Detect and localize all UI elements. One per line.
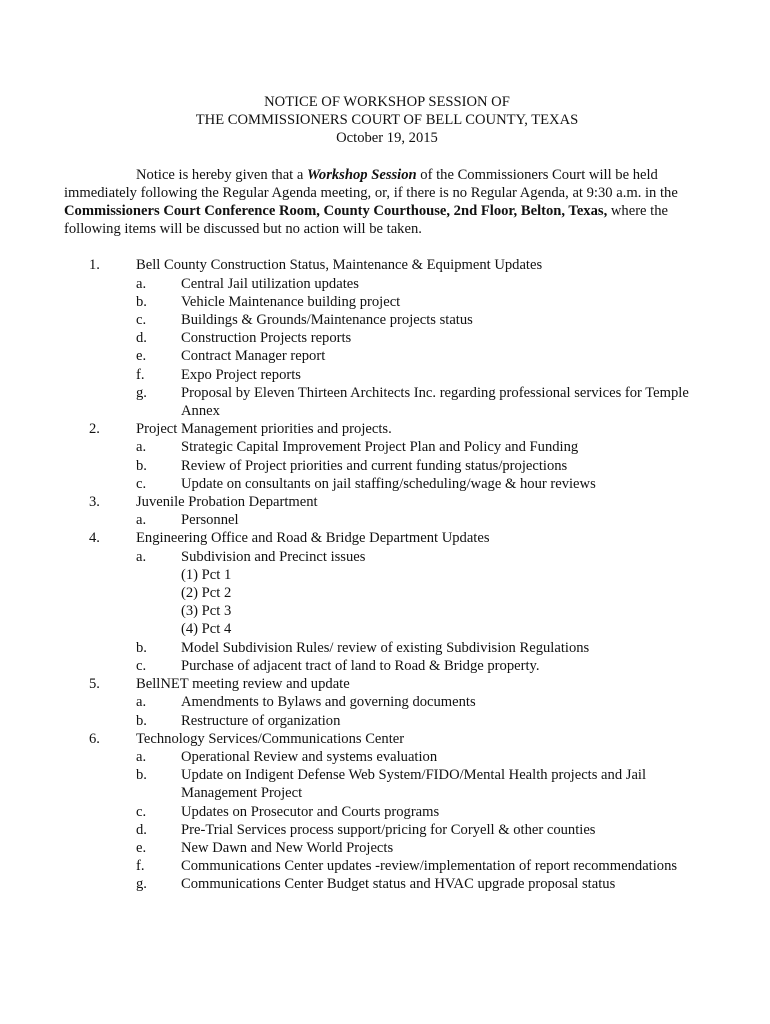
agenda-subitem	[136, 329, 710, 347]
agenda-subitem-letter: c.	[136, 657, 147, 674]
agenda-subitem-list	[136, 438, 710, 493]
notice-text-2: of the Commissioners Court will be held immediately following the Regular Agenda meeting, or, if there is no Regular Agenda, at 9:30 a.m. in the	[64, 166, 678, 201]
agenda-subitem	[136, 475, 710, 493]
agenda-subitem-list	[136, 748, 710, 894]
agenda-subitem	[136, 875, 710, 893]
agenda-subitem-text: Contract Manager report	[181, 348, 326, 365]
agenda-item	[64, 256, 710, 420]
agenda-item-title: Technology Services/Communications Center	[136, 730, 405, 747]
agenda-subitem-letter: e.	[136, 348, 147, 365]
agenda-item-title: Project Management priorities and projects.	[136, 421, 392, 438]
agenda-subitem-text: Updates on Prosecutor and Courts programs	[181, 803, 440, 820]
agenda-subitem-letter: b.	[136, 712, 147, 729]
agenda-subitem-letter: g.	[136, 876, 147, 893]
agenda-subitem	[136, 657, 710, 675]
agenda-item-title: Engineering Office and Road & Bridge Department Updates	[136, 530, 490, 547]
agenda-subitem-letter: b.	[136, 639, 147, 656]
agenda-subitem-letter: f.	[136, 366, 145, 383]
agenda-subitem-letter: c.	[136, 312, 147, 329]
agenda-subitem-text: New Dawn and New World Projects	[181, 839, 394, 856]
agenda-subitem-text: Pre-Trial Services process support/pricing for Coryell & other counties	[181, 821, 596, 838]
agenda-item-title: Juvenile Probation Department	[136, 494, 318, 511]
agenda-item	[64, 493, 710, 529]
agenda-subitem-text: Update on consultants on jail staffing/scheduling/wage & hour reviews	[181, 475, 596, 492]
agenda-subitem-text: Construction Projects reports	[181, 330, 352, 347]
agenda-subitem	[136, 347, 710, 365]
agenda-subitem-text: Strategic Capital Improvement Project Plan and Policy and Funding	[181, 439, 579, 456]
agenda-subitem	[136, 821, 710, 839]
agenda-subitem-text: Subdivision and Precinct issues	[181, 548, 366, 565]
agenda-subitem	[136, 275, 710, 293]
agenda-item	[64, 675, 710, 730]
agenda-subitem	[136, 693, 710, 711]
agenda-subitem-letter: b.	[136, 767, 147, 784]
notice-text-1: Notice is hereby given that a	[136, 166, 308, 183]
agenda-subitem-letter: a.	[136, 275, 147, 292]
agenda-subitem-letter: a.	[136, 694, 147, 711]
agenda-item	[64, 420, 710, 493]
precinct-list	[181, 566, 710, 639]
agenda-item-number: 6.	[89, 730, 100, 747]
notice-workshop-session: Workshop Session	[307, 166, 417, 183]
agenda-subitem	[136, 384, 710, 420]
agenda-subitem-letter: a.	[136, 748, 147, 765]
notice-paragraph	[64, 166, 710, 239]
agenda-subitem-list	[136, 275, 710, 421]
agenda-item-number: 3.	[89, 494, 100, 511]
agenda-subitem	[136, 511, 710, 529]
agenda-subitem	[136, 839, 710, 857]
agenda-subitem-text: Amendments to Bylaws and governing documents	[181, 694, 476, 711]
agenda-subitem-letter: e.	[136, 839, 147, 856]
agenda-item-number: 5.	[89, 676, 100, 693]
agenda-subitem-letter: a.	[136, 512, 147, 529]
agenda-subitem-letter: d.	[136, 821, 147, 838]
agenda-subitem-list	[136, 693, 710, 729]
agenda-subitem-letter: f.	[136, 858, 145, 875]
agenda-subitem	[136, 639, 710, 657]
agenda-subitem-letter: d.	[136, 330, 147, 347]
agenda-subitem-text: Buildings & Grounds/Maintenance projects status	[181, 312, 473, 329]
precinct-item: (3) Pct 3	[181, 603, 232, 620]
precinct-item: (4) Pct 4	[181, 621, 232, 638]
agenda-subitem	[136, 548, 710, 639]
agenda-subitem	[136, 438, 710, 456]
agenda-subitem	[136, 857, 710, 875]
agenda-item-title: BellNET meeting review and update	[136, 676, 350, 693]
agenda-subitem	[136, 293, 710, 311]
agenda-item	[64, 730, 710, 894]
notice-text-3: where the following items will be discussed but no action will be taken.	[64, 203, 669, 238]
agenda-subitem-text: Operational Review and systems evaluation	[181, 748, 438, 765]
agenda-subitem-text: Expo Project reports	[181, 366, 301, 383]
header-title-line-1: NOTICE OF WORKSHOP SESSION OF	[264, 94, 510, 110]
agenda-subitem-text: Vehicle Maintenance building project	[181, 293, 401, 310]
agenda-subitem	[136, 748, 710, 766]
agenda-subitem-text: Personnel	[181, 512, 239, 529]
agenda-subitem	[136, 766, 710, 802]
agenda-subitem-text: Update on Indigent Defense Web System/FIDO/Mental Health projects and Jail Management Project	[181, 767, 647, 802]
agenda-subitem	[136, 311, 710, 329]
agenda-subitem-letter: c.	[136, 803, 147, 820]
agenda-subitem-text: Restructure of organization	[181, 712, 341, 729]
agenda-subitem	[136, 803, 710, 821]
agenda-subitem-letter: b.	[136, 457, 147, 474]
agenda-subitem-text: Purchase of adjacent tract of land to Road & Bridge property.	[181, 657, 540, 674]
agenda-subitem-text: Proposal by Eleven Thirteen Architects Inc. regarding professional services for Temple Annex	[181, 384, 689, 420]
agenda-subitem-text: Review of Project priorities and current funding status/projections	[181, 457, 568, 474]
agenda-subitem-list	[136, 511, 710, 529]
agenda-item-number: 2.	[89, 421, 100, 438]
agenda-item-number: 4.	[89, 530, 100, 547]
agenda-subitem	[136, 712, 710, 730]
header-title-line-2: THE COMMISSIONERS COURT OF BELL COUNTY, TEXAS	[195, 112, 579, 129]
agenda-subitem-text: Communications Center updates -review/implementation of report recommendations	[181, 858, 678, 875]
agenda-subitem-letter: b.	[136, 293, 147, 310]
document-header	[64, 93, 710, 148]
agenda-subitem-text: Communications Center Budget status and HVAC upgrade proposal status	[181, 876, 616, 893]
agenda-subitem	[136, 366, 710, 384]
agenda-list	[64, 256, 710, 893]
agenda-subitem-text: Central Jail utilization updates	[181, 275, 359, 292]
header-date: October 19, 2015	[336, 130, 438, 147]
agenda-subitem-letter: a.	[136, 439, 147, 456]
agenda-subitem-letter: a.	[136, 548, 147, 565]
agenda-item-title: Bell County Construction Status, Maintenance & Equipment Updates	[136, 257, 543, 274]
agenda-subitem-letter: g.	[136, 384, 147, 401]
agenda-item	[64, 529, 710, 675]
precinct-item: (1) Pct 1	[181, 566, 232, 583]
agenda-item-number: 1.	[89, 257, 100, 274]
agenda-subitem-letter: c.	[136, 475, 147, 492]
agenda-subitem-list	[136, 548, 710, 675]
precinct-item: (2) Pct 2	[181, 585, 232, 602]
agenda-subitem-text: Model Subdivision Rules/ review of existing Subdivision Regulations	[181, 639, 590, 656]
agenda-subitem	[136, 457, 710, 475]
notice-location: Commissioners Court Conference Room, County Courthouse, 2nd Floor, Belton, Texas,	[64, 203, 608, 220]
